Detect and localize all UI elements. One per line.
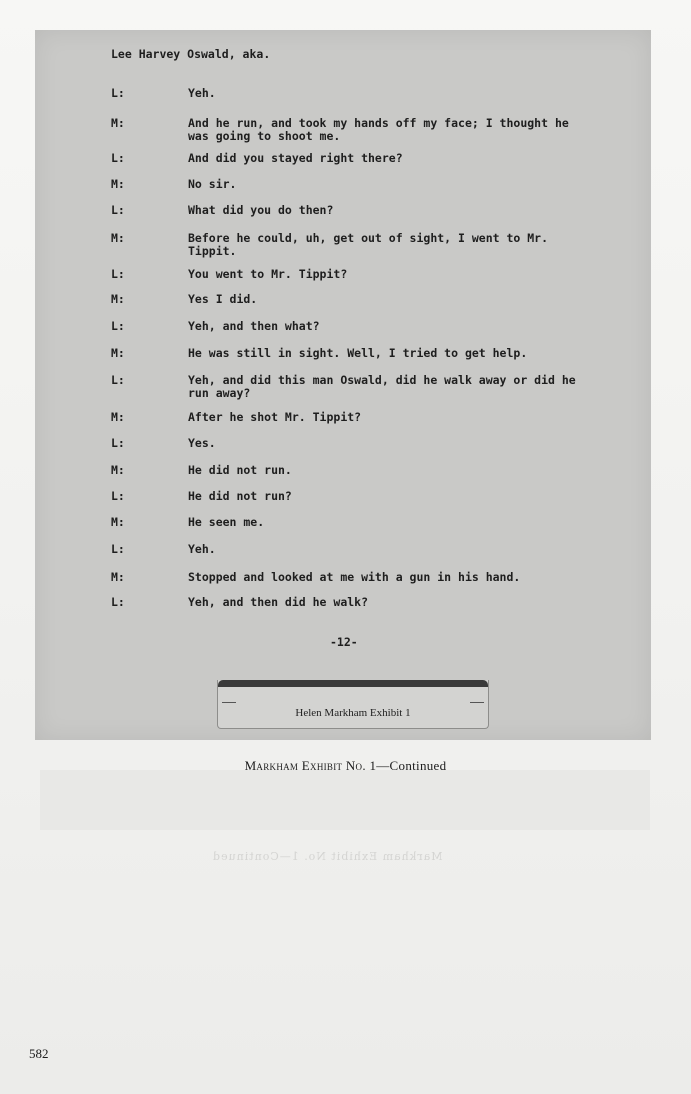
caption-title: Markham Exhibit No. 1 — [244, 758, 377, 773]
speaker-label: M: — [111, 346, 125, 360]
speaker-label: L: — [111, 203, 125, 217]
label-tick — [470, 702, 484, 703]
line-text: After he shot Mr. Tippit? — [188, 410, 362, 424]
speaker-label: L: — [111, 319, 125, 333]
line-text: You went to Mr. Tippit? — [188, 267, 348, 281]
transcript-page-number: -12- — [330, 635, 358, 649]
speaker-label: L: — [111, 489, 125, 503]
show-through-band — [40, 770, 650, 830]
line-text: Yes I did. — [188, 292, 258, 306]
speaker-label: L: — [111, 267, 125, 281]
exhibit-caption — [0, 758, 691, 774]
line-text: And did you stayed right there? — [188, 151, 403, 165]
line-text: Yeh, and did this man Oswald, did he walk away or did he run away? — [188, 373, 576, 400]
line-text: And he run, and took my hands off my face; I thought he was going to shoot me. — [188, 116, 569, 143]
speaker-label: M: — [111, 463, 125, 477]
speaker-label: L: — [111, 542, 125, 556]
speaker-label: M: — [111, 570, 125, 584]
line-text: Yeh, and then what? — [188, 319, 320, 333]
line-text: Before he could, uh, get out of sight, I went to Mr. Tippit. — [188, 231, 549, 258]
line-text: He was still in sight. Well, I tried to get help. — [188, 346, 528, 360]
exhibit-label — [217, 680, 489, 729]
line-text: Yeh, and then did he walk? — [188, 595, 369, 609]
speaker-label: L: — [111, 86, 125, 100]
line-text: He seen me. — [188, 515, 265, 529]
show-through-caption: Markham Exhibit No. 1—Continued — [212, 850, 443, 863]
line-text: He did not run? — [188, 489, 292, 503]
page-number: 582 — [29, 1046, 49, 1061]
speaker-label: L: — [111, 595, 125, 609]
speaker-label: M: — [111, 515, 125, 529]
line-text: What did you do then? — [188, 203, 334, 217]
speaker-label: M: — [111, 292, 125, 306]
exhibit-label-text: Helen Markham Exhibit 1 — [295, 707, 411, 719]
speaker-label: L: — [111, 373, 125, 387]
speaker-label: M: — [111, 231, 125, 245]
speaker-label: M: — [111, 410, 125, 424]
speaker-label: L: — [111, 151, 125, 165]
exhibit-label-bar — [218, 680, 488, 687]
speaker-label: L: — [111, 436, 125, 450]
speaker-label: M: — [111, 116, 125, 130]
document-header: Lee Harvey Oswald, aka. — [111, 47, 271, 61]
label-tick — [222, 702, 236, 703]
line-text: Stopped and looked at me with a gun in his hand. — [188, 570, 521, 584]
line-text: Yeh. — [188, 542, 216, 556]
line-text: He did not run. — [188, 463, 292, 477]
speaker-label: M: — [111, 177, 125, 191]
caption-suffix: —Continued — [376, 758, 447, 773]
line-text: Yes. — [188, 436, 216, 450]
line-text: No sir. — [188, 177, 237, 191]
line-text: Yeh. — [188, 86, 216, 100]
